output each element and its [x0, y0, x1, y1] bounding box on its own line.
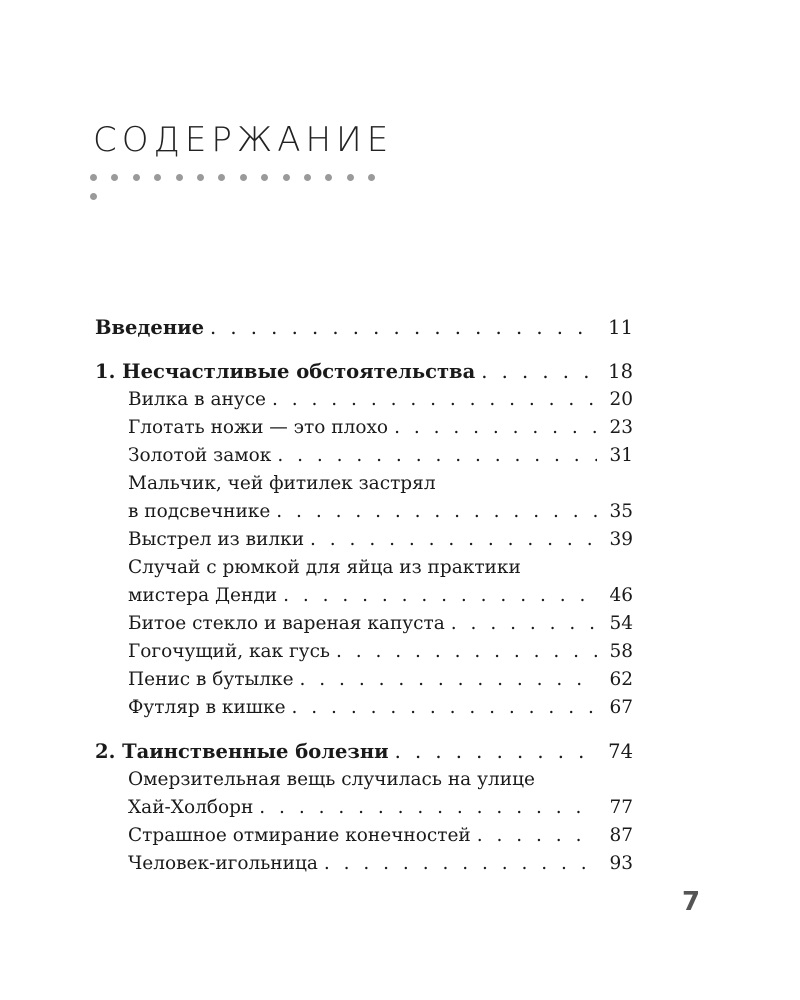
- toc-entry[interactable]: [95, 638, 633, 666]
- toc-entry[interactable]: [95, 794, 633, 822]
- dot-leader: [395, 738, 597, 766]
- toc-part-title: 1. Несчастливые обстоятельства: [95, 360, 476, 383]
- page-number: 7: [682, 887, 701, 917]
- toc-page-number: 46: [609, 585, 633, 606]
- toc-part-2[interactable]: [95, 738, 633, 766]
- toc-page-number: 77: [609, 797, 633, 818]
- toc-entry[interactable]: [95, 694, 633, 722]
- toc-page-number: 20: [609, 389, 633, 410]
- toc-page-number: 31: [609, 445, 633, 466]
- toc-entry-title-line1: Мальчик, чей фитилек застрял: [128, 473, 436, 494]
- toc-entry-title: Пенис в бутылке: [128, 669, 294, 690]
- dot-leader: [481, 358, 597, 386]
- toc-entry-title: Человек-игольница: [128, 853, 318, 874]
- dot-leader: [276, 498, 597, 526]
- toc-entry[interactable]: [95, 386, 633, 414]
- toc-entry[interactable]: [95, 526, 633, 554]
- dot-leader: [310, 526, 597, 554]
- toc-entry-title: мистера Денди: [128, 585, 278, 606]
- toc-part-title: 2. Таинственные болезни: [95, 740, 389, 763]
- dot-leader: [283, 582, 597, 610]
- toc-entry-title: Хай-Холборн: [128, 797, 254, 818]
- dot-leader: [324, 850, 597, 878]
- toc-entry-title: Золотой замок: [128, 445, 272, 466]
- toc-page-number: 74: [608, 740, 633, 763]
- toc-entry-title: Битое стекло и вареная капуста: [128, 613, 445, 634]
- toc-page-number: 11: [608, 316, 633, 339]
- toc-entry-title: в подсвечнике: [128, 501, 271, 522]
- dot-leader: [394, 414, 597, 442]
- dot-leader: [477, 822, 597, 850]
- toc-entry-title: Глотать ножи — это плохо: [128, 417, 389, 438]
- toc-entry-title: Страшное отмирание конечностей: [128, 825, 471, 846]
- toc-page-number: 87: [609, 825, 633, 846]
- dot-leader: [336, 638, 597, 666]
- toc-page-number: 93: [609, 853, 633, 874]
- toc-entry[interactable]: [95, 414, 633, 442]
- toc-page-number: 67: [609, 697, 633, 718]
- toc-entry[interactable]: [95, 822, 633, 850]
- dot-leader: [300, 666, 597, 694]
- toc-part-1[interactable]: [95, 358, 633, 386]
- toc-entry[interactable]: [95, 610, 633, 638]
- dot-leader: [272, 386, 597, 414]
- dot-leader: [277, 442, 597, 470]
- toc-entry[interactable]: [95, 666, 633, 694]
- toc-entry-title: Выстрел из вилки: [128, 529, 305, 550]
- toc-entry[interactable]: [95, 442, 633, 470]
- toc-page-number: 23: [609, 417, 633, 438]
- toc-page-number: 39: [609, 529, 633, 550]
- toc-entry-intro[interactable]: [95, 314, 633, 342]
- toc-entry-title: Введение: [95, 316, 204, 339]
- toc-entry-title-line1: Омерзительная вещь случилась на улице: [128, 769, 535, 790]
- toc-page-number: 35: [609, 501, 633, 522]
- toc-entry[interactable]: [95, 850, 633, 878]
- toc-page-number: 18: [608, 360, 633, 383]
- toc-entry-title: Футляр в кишке: [128, 697, 286, 718]
- toc-page-number: 54: [609, 613, 633, 634]
- page-title: СОДЕРЖАНИЕ: [93, 120, 394, 160]
- table-of-contents: [95, 314, 633, 878]
- toc-entry[interactable]: [95, 498, 633, 526]
- toc-page-number: 62: [609, 669, 633, 690]
- title-dot-rule: [90, 166, 400, 176]
- toc-entry[interactable]: [95, 582, 633, 610]
- toc-page-number: 58: [609, 641, 633, 662]
- dot-leader: [292, 694, 597, 722]
- dot-leader: [210, 314, 597, 342]
- toc-entry-title: Гогочущий, как гусь: [128, 641, 331, 662]
- dot-leader: [451, 610, 597, 638]
- toc-entry-title: Вилка в анусе: [128, 389, 267, 410]
- toc-entry-title-line1: Случай с рюмкой для яйца из практики: [128, 557, 521, 578]
- dot-leader: [259, 794, 597, 822]
